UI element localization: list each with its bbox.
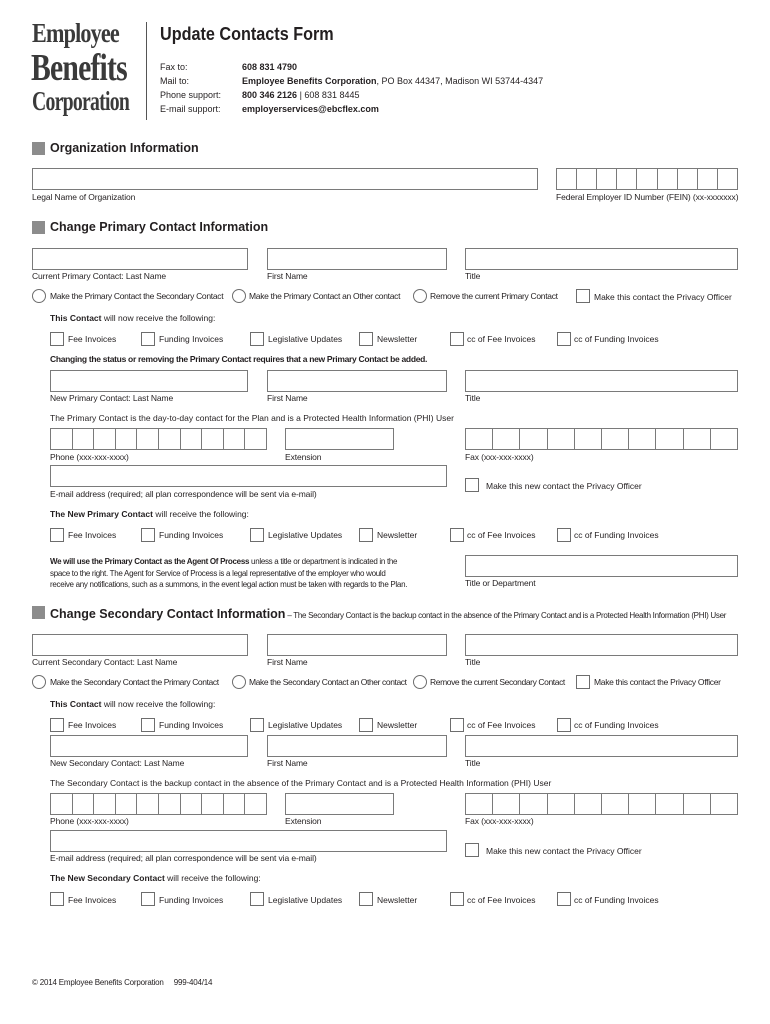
opt-fee-invoices-checkbox[interactable]: [50, 718, 64, 732]
new-secondary-privacy-label: Make this new contact the Privacy Officer: [486, 846, 642, 856]
opt-label: Legislative Updates: [268, 720, 343, 730]
agent-line-1: [50, 556, 407, 568]
primary-make-secondary-label: Make the Primary Contact the Secondary Contact: [50, 291, 224, 301]
opt-cc-funding-checkbox[interactable]: [557, 892, 571, 906]
current-primary-title-input[interactable]: [465, 248, 738, 270]
opt-label: cc of Fee Invoices: [467, 334, 536, 344]
agent-line-2: space to the right. The Agent for Service of Process is a legal representative of the employer who would: [50, 568, 386, 578]
new-secondary-extension-caption: Extension: [285, 816, 322, 826]
new-secondary-email-input[interactable]: [50, 830, 447, 852]
current-primary-last-name-input[interactable]: [32, 248, 248, 270]
secondary-receive-text: [50, 699, 215, 710]
opt-label: Newsletter: [377, 530, 418, 540]
opt-label: Fee Invoices: [68, 530, 117, 540]
opt-newsletter-checkbox[interactable]: [359, 718, 373, 732]
opt-funding-invoices-checkbox[interactable]: [141, 718, 155, 732]
new-primary-phone-caption: Phone (xxx-xxx-xxxx): [50, 452, 129, 462]
secondary-privacy-label: Make this contact the Privacy Officer: [594, 677, 721, 687]
opt-cc-fee-checkbox[interactable]: [450, 528, 464, 542]
new-primary-privacy-label: Make this new contact the Privacy Officer: [486, 481, 642, 491]
opt-label: Legislative Updates: [268, 334, 343, 344]
opt-label: cc of Funding Invoices: [574, 334, 659, 344]
opt-label: cc of Fee Invoices: [467, 720, 536, 730]
secondary-section-title: Change Secondary Contact Information: [50, 607, 286, 621]
opt-label: Newsletter: [377, 720, 418, 730]
opt-newsletter-checkbox[interactable]: [359, 528, 373, 542]
new-secondary-fax-caption: Fax (xxx-xxx-xxxx): [465, 816, 534, 826]
opt-label: cc of Funding Invoices: [574, 895, 659, 905]
primary-receive: will now receive the following:: [101, 313, 216, 323]
new-primary-receive: will receive the following:: [152, 509, 249, 519]
new-secondary-first-caption: First Name: [267, 758, 308, 768]
new-secondary-first-name-input[interactable]: [267, 735, 447, 757]
primary-phi-note: The Primary Contact is the day-to-day contact for the Plan and is a Protected Health Information (PHI) User: [50, 413, 454, 423]
current-primary-title-caption: Title: [465, 271, 481, 281]
new-secondary-extension-input[interactable]: [285, 793, 394, 815]
opt-newsletter-checkbox[interactable]: [359, 892, 373, 906]
current-secondary-first-caption: First Name: [267, 657, 308, 667]
secondary-privacy-checkbox[interactable]: [576, 675, 590, 689]
opt-label: Fee Invoices: [68, 895, 117, 905]
footer-copyright: © 2014 Employee Benefits Corporation 999-404/14: [32, 978, 213, 987]
current-secondary-title-caption: Title: [465, 657, 481, 667]
opt-legislative-checkbox[interactable]: [250, 332, 264, 346]
current-secondary-first-name-input[interactable]: [267, 634, 447, 656]
new-primary-phone-input[interactable]: [50, 428, 267, 450]
new-secondary-phone-input[interactable]: [50, 793, 267, 815]
new-primary-last-name-input[interactable]: [50, 370, 248, 392]
opt-funding-invoices-checkbox[interactable]: [141, 528, 155, 542]
new-primary-fax-caption: Fax (xxx-xxx-xxxx): [465, 452, 534, 462]
agent-rest: unless a title or department is indicated in the: [249, 557, 398, 566]
primary-privacy-label: Make this contact the Privacy Officer: [594, 292, 732, 302]
new-secondary-receive: will receive the following:: [164, 873, 261, 883]
opt-legislative-checkbox[interactable]: [250, 528, 264, 542]
secondary-receive: will now receive the following:: [101, 699, 216, 709]
opt-label: Funding Invoices: [159, 720, 224, 730]
fein-input[interactable]: [556, 168, 738, 190]
new-primary-last-caption: New Primary Contact: Last Name: [50, 393, 174, 403]
current-primary-first-name-input[interactable]: [267, 248, 447, 270]
opt-label: Fee Invoices: [68, 334, 117, 344]
opt-label: cc of Fee Invoices: [467, 530, 536, 540]
new-secondary-receive-text: [50, 873, 261, 884]
new-secondary-title-caption: Title: [465, 758, 481, 768]
logo-line-1: Employee: [32, 18, 119, 48]
new-primary-extension-input[interactable]: [285, 428, 394, 450]
secondary-this-contact: This Contact: [50, 699, 102, 709]
secondary-phi-note: The Secondary Contact is the backup contact in the absence of the Primary Contact and is a Protected Health Information (PHI) User: [50, 778, 552, 788]
section-marker: [32, 142, 45, 155]
opt-label: Legislative Updates: [268, 895, 343, 905]
secondary-make-primary-label: Make the Secondary Contact the Primary Contact: [50, 677, 219, 687]
primary-this-contact: This Contact: [50, 313, 102, 323]
opt-label: Legislative Updates: [268, 530, 343, 540]
current-primary-last-caption: Current Primary Contact: Last Name: [32, 271, 167, 281]
new-secondary-receive-bold: The New Secondary Contact: [50, 873, 165, 883]
agent-of-process-note: [50, 556, 407, 591]
phone-main: 800 346 2126: [242, 90, 298, 100]
new-secondary-email-caption: E-mail address (required; all plan correspondence will be sent via e-mail): [50, 853, 317, 863]
fax-value: 608 831 4790: [242, 62, 298, 72]
agent-bold: We will use the Primary Contact as the Agent Of Process: [50, 557, 250, 566]
logo-line-2: Benefits: [31, 47, 127, 89]
opt-label: cc of Fee Invoices: [467, 895, 536, 905]
opt-legislative-checkbox[interactable]: [250, 892, 264, 906]
secondary-make-other-radio[interactable]: [232, 675, 246, 689]
opt-label: cc of Funding Invoices: [574, 530, 659, 540]
current-secondary-last-caption: Current Secondary Contact: Last Name: [32, 657, 178, 667]
phone-alt: | 608 831 8445: [299, 90, 360, 100]
phone-label: Phone support:: [160, 90, 222, 100]
primary-privacy-checkbox[interactable]: [576, 289, 590, 303]
new-secondary-last-caption: New Secondary Contact: Last Name: [50, 758, 185, 768]
opt-cc-fee-checkbox[interactable]: [450, 332, 464, 346]
new-primary-receive-bold: The New Primary Contact: [50, 509, 153, 519]
new-secondary-fax-input[interactable]: [465, 793, 738, 815]
primary-receive-text: [50, 313, 215, 324]
new-primary-fax-input[interactable]: [465, 428, 738, 450]
new-primary-extension-caption: Extension: [285, 452, 322, 462]
title-department-input[interactable]: [465, 555, 738, 577]
mail-company: Employee Benefits Corporation: [242, 76, 377, 86]
current-secondary-title-input[interactable]: [465, 634, 738, 656]
opt-cc-funding-checkbox[interactable]: [557, 528, 571, 542]
title-department-caption: Title or Department: [465, 578, 536, 588]
opt-label: Funding Invoices: [159, 530, 224, 540]
primary-make-secondary-radio[interactable]: [32, 289, 46, 303]
opt-label: Funding Invoices: [159, 895, 224, 905]
opt-cc-funding-checkbox[interactable]: [557, 718, 571, 732]
legal-name-caption: Legal Name of Organization: [32, 192, 136, 202]
primary-warning: Changing the status or removing the Primary Contact requires that a new Primary Contact be added.: [50, 354, 428, 364]
primary-make-other-label: Make the Primary Contact an Other contact: [249, 291, 401, 301]
opt-legislative-checkbox[interactable]: [250, 718, 264, 732]
primary-section-title: Change Primary Contact Information: [50, 220, 269, 234]
new-primary-title-caption: Title: [465, 393, 481, 403]
section-marker: [32, 606, 45, 619]
opt-label: Newsletter: [377, 334, 418, 344]
new-primary-email-caption: E-mail address (required; all plan correspondence will be sent via e-mail): [50, 489, 317, 499]
opt-funding-invoices-checkbox[interactable]: [141, 332, 155, 346]
new-primary-first-name-input[interactable]: [267, 370, 447, 392]
page-title: Update Contacts Form: [160, 24, 334, 44]
secondary-section-header: [50, 605, 726, 623]
secondary-remove-label: Remove the current Secondary Contact: [430, 677, 565, 687]
new-secondary-privacy-checkbox[interactable]: [465, 843, 479, 857]
org-section-title: Organization Information: [50, 141, 199, 155]
new-secondary-title-input[interactable]: [465, 735, 738, 757]
opt-label: Fee Invoices: [68, 720, 117, 730]
primary-make-other-radio[interactable]: [232, 289, 246, 303]
current-secondary-last-name-input[interactable]: [32, 634, 248, 656]
new-primary-first-caption: First Name: [267, 393, 308, 403]
agent-line-3: receive any notifications, such as a summons, in the event legal action must be taken with regards to the Plan.: [50, 580, 408, 589]
opt-newsletter-checkbox[interactable]: [359, 332, 373, 346]
logo-line-3: Corporation: [32, 86, 130, 116]
legal-name-input[interactable]: [32, 168, 538, 190]
secondary-make-other-label: Make the Secondary Contact an Other contact: [249, 677, 407, 687]
opt-funding-invoices-checkbox[interactable]: [141, 892, 155, 906]
secondary-remove-radio[interactable]: [413, 675, 427, 689]
opt-label: Newsletter: [377, 895, 418, 905]
primary-remove-radio[interactable]: [413, 289, 427, 303]
current-primary-first-caption: First Name: [267, 271, 308, 281]
email-label: E-mail support:: [160, 104, 221, 114]
phone-value: [242, 89, 359, 101]
fein-caption: Federal Employer ID Number (FEIN) (xx-xxxxxxx): [556, 192, 739, 202]
mail-label: Mail to:: [160, 76, 190, 86]
new-primary-privacy-checkbox[interactable]: [465, 478, 479, 492]
opt-label: Funding Invoices: [159, 334, 224, 344]
secondary-section-subtitle: – The Secondary Contact is the backup contact in the absence of the Primary Contact and is a Protected Health Information (PHI) User: [285, 611, 727, 620]
primary-remove-label: Remove the current Primary Contact: [430, 291, 558, 301]
opt-fee-invoices-checkbox[interactable]: [50, 892, 64, 906]
new-secondary-last-name-input[interactable]: [50, 735, 248, 757]
new-primary-receive-text: [50, 509, 249, 520]
opt-cc-fee-checkbox[interactable]: [450, 892, 464, 906]
opt-label: cc of Funding Invoices: [574, 720, 659, 730]
mail-address: , PO Box 44347, Madison WI 53744-4347: [376, 76, 544, 86]
opt-cc-funding-checkbox[interactable]: [557, 332, 571, 346]
new-primary-email-input[interactable]: [50, 465, 447, 487]
header-divider: [146, 22, 147, 120]
mail-value: [242, 75, 543, 87]
section-marker: [32, 221, 45, 234]
secondary-make-primary-radio[interactable]: [32, 675, 46, 689]
opt-fee-invoices-checkbox[interactable]: [50, 528, 64, 542]
email-value: employerservices@ebcflex.com: [242, 104, 379, 114]
fax-label: Fax to:: [160, 62, 188, 72]
new-primary-title-input[interactable]: [465, 370, 738, 392]
opt-cc-fee-checkbox[interactable]: [450, 718, 464, 732]
new-secondary-phone-caption: Phone (xxx-xxx-xxxx): [50, 816, 129, 826]
opt-fee-invoices-checkbox[interactable]: [50, 332, 64, 346]
